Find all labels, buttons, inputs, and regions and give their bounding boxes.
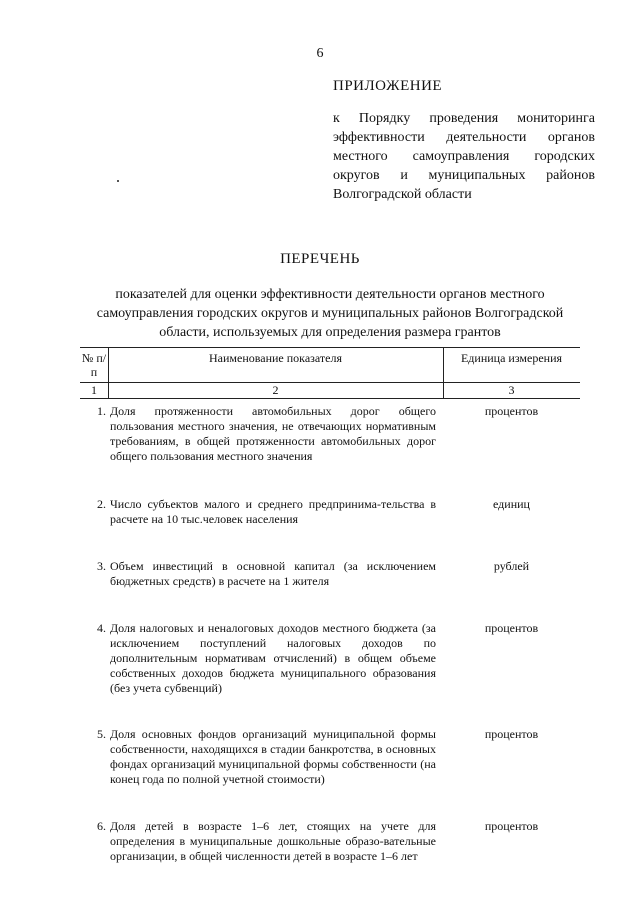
indicator-name: Доля налоговых и неналоговых доходов местного бюджета (за исключением поступлений налоговых доходов по дополнительным нормативам отчислений) в общем объеме собственных доходов бюджета муниципального образования (без учета субвенций) bbox=[110, 621, 436, 695]
row-number: 3. bbox=[97, 559, 106, 573]
table-header-row bbox=[80, 347, 580, 383]
row-number: 6. bbox=[97, 819, 106, 833]
table-row bbox=[80, 559, 580, 589]
indicator-name: Число субъектов малого и среднего предпринима-тельства в расчете на 10 тыс.человек населения bbox=[110, 497, 436, 526]
indicator-unit: процентов bbox=[484, 727, 539, 741]
indicator-unit: процентов bbox=[484, 819, 539, 833]
indicator-name: Доля протяженности автомобильных дорог общего пользования местного значения, не отвечающих нормативным требованиям, в общей протяженности автомобильных дорог общего пользования местного значения bbox=[110, 404, 436, 463]
page-number: 6 bbox=[316, 46, 324, 61]
indicator-name: Доля основных фондов организаций муниципальной формы собственности, находящихся в стадии банкротства, в основных фондах организаций муниципальной формы собственности (на конец года по полной учетной стоимости) bbox=[110, 727, 436, 786]
appendix-title: ПРИЛОЖЕНИЕ bbox=[333, 78, 443, 94]
row-number: 2. bbox=[97, 497, 106, 511]
table-row bbox=[80, 404, 580, 464]
column-number-3: 3 bbox=[508, 383, 515, 397]
column-number-2: 2 bbox=[272, 383, 279, 397]
document-subtitle: показателей для оценки эффективности деятельности органов местного самоуправления городских округов и муниципальных районов Волгоградской области, используемых для определения размера грантов bbox=[96, 287, 564, 340]
row-number: 1. bbox=[97, 404, 106, 418]
indicator-unit: рублей bbox=[493, 559, 530, 573]
scan-dot-mark bbox=[117, 180, 119, 182]
header-num: № п/п bbox=[81, 351, 107, 379]
appendix-text: к Порядку проведения мониторинга эффективности деятельности органов местного самоуправления городских округов и муниципальных районов Волгоградской области bbox=[333, 111, 595, 202]
document-title: ПЕРЕЧЕНЬ bbox=[280, 251, 360, 267]
indicator-unit: процентов bbox=[484, 404, 539, 418]
indicators-table-header bbox=[80, 347, 580, 399]
indicator-unit: единиц bbox=[493, 497, 530, 511]
table-row bbox=[80, 497, 580, 527]
table-row bbox=[80, 819, 580, 864]
indicator-name: Объем инвестиций в основной капитал (за исключением бюджетных средств) в расчете на 1 жителя bbox=[110, 559, 436, 588]
column-number-1: 1 bbox=[91, 383, 97, 397]
table-column-number-row bbox=[80, 383, 580, 399]
row-number: 5. bbox=[97, 727, 106, 741]
table-row bbox=[80, 621, 580, 696]
indicator-unit: процентов bbox=[484, 621, 539, 635]
indicators-table-body bbox=[80, 404, 580, 864]
table-row bbox=[80, 727, 580, 787]
row-number: 4. bbox=[97, 621, 106, 635]
indicator-name: Доля детей в возрасте 1–6 лет, стоящих на учете для определения в муниципальные дошкольные образо-вательные организации, в общей численности детей в возрасте 1–6 лет bbox=[110, 819, 436, 863]
header-unit: Единица измерения bbox=[460, 351, 563, 365]
header-name: Наименование показателя bbox=[209, 351, 342, 365]
appendix-block bbox=[333, 78, 595, 204]
